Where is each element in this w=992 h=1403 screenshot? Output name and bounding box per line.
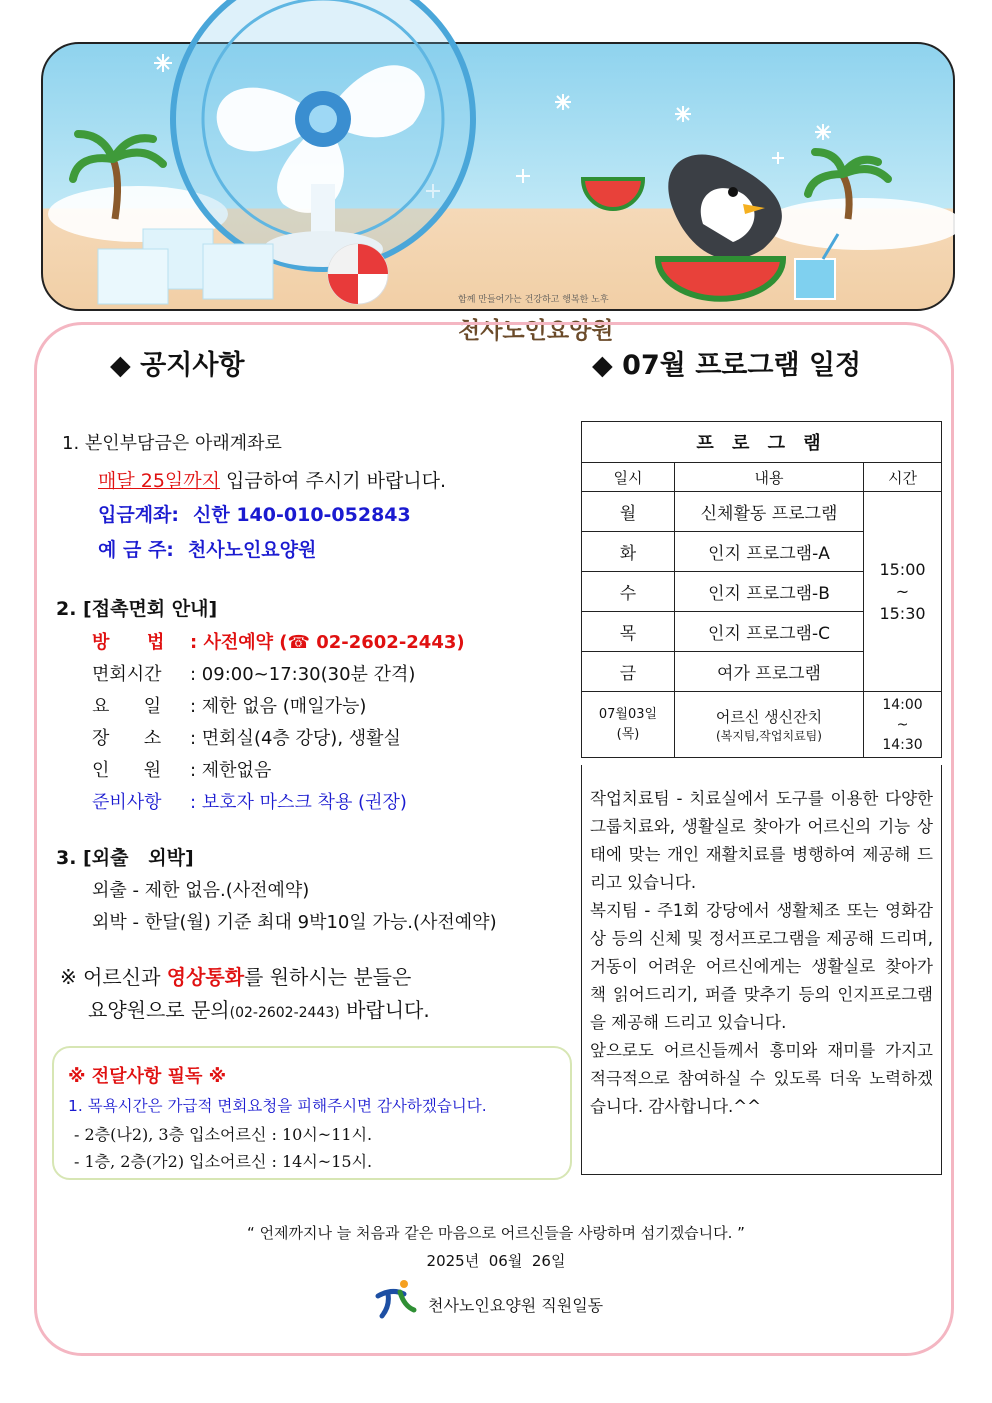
program-title: ◆ 07월 프로그램 일정 xyxy=(592,350,862,381)
weekly-time: 15:00 ~ 15:30 xyxy=(864,492,942,692)
col-day-header: 일시 xyxy=(582,463,675,492)
holder-label: 예 금 주: xyxy=(98,539,174,561)
item3-heading: 3. [외출 외박] xyxy=(56,847,194,869)
desc-occupational: 작업치료팀 - 치료실에서 도구를 이용한 다양한 그룹치료와, 생활실로 찾아가 어르신의 기능 상태에 맞는 개인 재활치료를 병행하여 제공해 드리고 있습니다. xyxy=(590,789,933,892)
visit-row-place: 장 소 : 면회실(4층 강당), 생활실 xyxy=(92,728,401,749)
footer-date: 2025년 06월 26일 xyxy=(426,1252,566,1270)
banner-tagline: 함께 만들어가는 건강하고 행복한 노후 xyxy=(458,295,609,305)
visit-row-prepare: 준비사항 : 보호자 마스크 착용 (권장) xyxy=(92,792,407,813)
program-description xyxy=(581,765,942,1175)
outing-line: 외출 - 제한 없음.(사전예약) xyxy=(92,880,310,901)
notice-box xyxy=(52,1046,572,1180)
video-call-line1: ※ 어르신과 영상통화를 원하시는 분들은 xyxy=(60,965,412,989)
notice-box-line1: 1. 목욕시간은 가급적 면회요청을 피해주시면 감사하겠습니다. xyxy=(68,1097,487,1115)
account-line xyxy=(98,500,411,527)
due-highlight: 매달 25일까지 xyxy=(98,470,220,492)
visit-row-people: 인 원 : 제한없음 xyxy=(92,760,272,781)
notice-title: ◆ 공지사항 xyxy=(110,350,245,381)
item2-heading: 2. [접촉면회 안내] xyxy=(56,598,218,620)
table-row: 월 신체활동 프로그램 15:00 ~ 15:30 xyxy=(582,492,942,532)
notice-box-line2: - 2층(나2), 3층 입소어르신 : 10시~11시. xyxy=(74,1125,373,1144)
due-rest: 입금하여 주시기 바랍니다. xyxy=(220,470,447,492)
footer-signature: 천사노인요양원 직원일동 xyxy=(428,1296,604,1315)
col-content-header: 내용 xyxy=(675,463,864,492)
visit-row-method: 방 법 : 사전예약 (☎ 02-2602-2443) xyxy=(92,632,465,653)
desc-closing: 앞으로도 어르신들께서 흥미와 재미를 가지고 적극적으로 참여하실 수 있도록 더욱 노력하겠습니다. 감사합니다.^^ xyxy=(590,1041,933,1116)
fan-illustration xyxy=(173,0,473,269)
item1-heading: 1. 본인부담금은 아래계좌로 xyxy=(62,433,282,454)
banner-org-name: 천사노인요양원 xyxy=(458,318,614,344)
special-row: 07월03일 (목) 어르신 생신잔치 (복지팀,작업치료팀) 14:00 ~ 14:30 xyxy=(582,692,942,758)
account-value: 신한 140-010-052843 xyxy=(193,504,411,526)
program-table-title: 프 로 그 램 xyxy=(582,422,942,463)
table-row: 수 인지 프로그램-B xyxy=(582,572,942,612)
footer-quote: “ 언제까지나 늘 처음과 같은 마음으로 어르신들을 사랑하며 섬기겠습니다. ” xyxy=(247,1224,745,1242)
table-row: 화 인지 프로그램-A xyxy=(582,532,942,572)
video-call-line2: 요양원으로 문의(02-2602-2443) 바랍니다. xyxy=(88,998,430,1022)
desc-welfare: 복지팀 - 주1회 강당에서 생활체조 또는 영화감상 등의 신체 및 정서프로그램을 제공해 드리며, 거동이 어려운 어르신에게는 생활실로 찾아가 책 읽어드리기, 퍼즐 맞추기 등의 인지프로그램을 제공해 드리고 있습니다. xyxy=(590,901,933,1032)
table-row: 목 인지 프로그램-C xyxy=(582,612,942,652)
program-table xyxy=(581,421,942,758)
col-time-header: 시간 xyxy=(864,463,942,492)
penguin-illustration xyxy=(668,154,782,259)
notice-box-title: ※ 전달사항 필독 ※ xyxy=(68,1066,227,1087)
item1-due xyxy=(98,466,446,493)
org-logo-icon xyxy=(374,1278,418,1318)
holder-value: 천사노인요양원 xyxy=(187,539,317,561)
visit-row-hours: 면회시간 : 09:00~17:30(30분 간격) xyxy=(92,664,416,685)
account-label: 입금계좌: xyxy=(98,504,180,526)
beach-ball-icon xyxy=(328,244,388,304)
video-call-highlight: 영상통화 xyxy=(166,965,245,989)
banner-illustration xyxy=(43,44,953,309)
notice-box-line3: - 1층, 2층(가2) 입소어르신 : 14시~15시. xyxy=(74,1152,373,1171)
visit-row-days: 요 일 : 제한 없음 (매일가능) xyxy=(92,696,367,717)
table-row: 금 여가 프로그램 xyxy=(582,652,942,692)
overnight-line: 외박 - 한달(월) 기준 최대 9박10일 가능.(사전예약) xyxy=(92,912,497,933)
holder-line xyxy=(98,535,316,562)
header-banner xyxy=(41,42,955,344)
